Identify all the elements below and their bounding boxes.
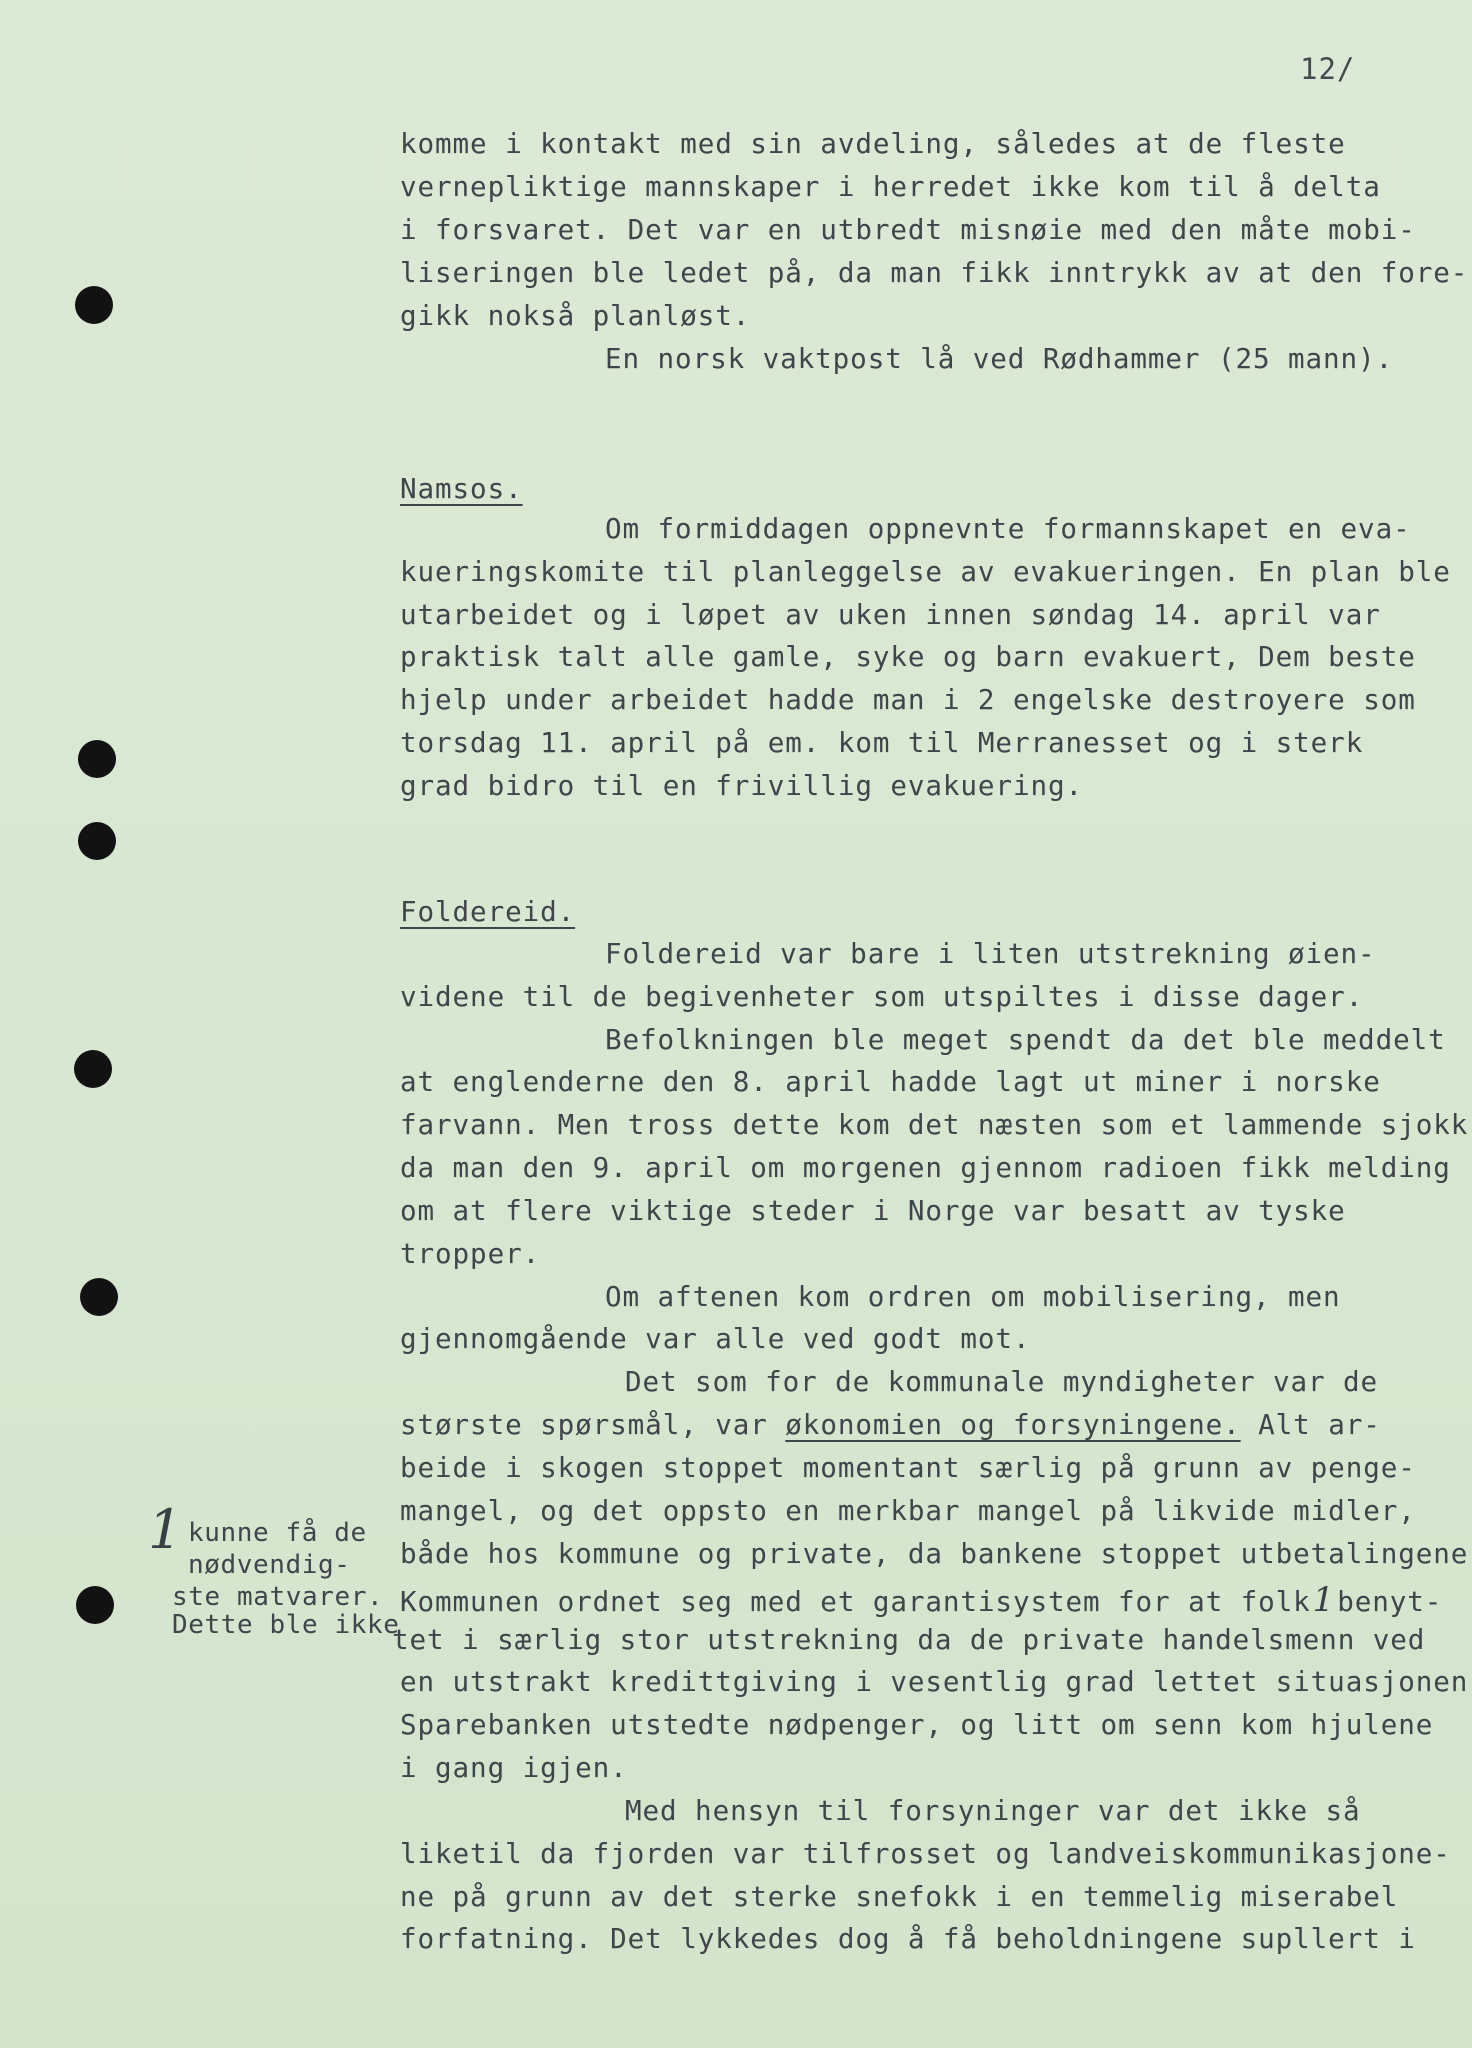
text-line: Befolkningen ble meget spendt da det ble meddelt xyxy=(605,1023,1446,1056)
text-line: gjennomgående var alle ved godt mot. xyxy=(400,1322,1031,1355)
text-line: kueringskomite til planleggelse av evakueringen. En plan ble xyxy=(400,555,1451,588)
text-line: farvann. Men tross dette kom det næsten som et lammende sjokk xyxy=(400,1108,1469,1141)
text-line: ne på grunn av det sterke snefokk i en temmelig miserabel xyxy=(400,1880,1399,1913)
text-line: Sparebanken utstedte nødpenger, og litt om senn kom hjulene xyxy=(400,1708,1434,1741)
text-line: vernepliktige mannskaper i herredet ikke kom til å delta xyxy=(400,170,1381,203)
text-line: komme i kontakt med sin avdeling, således at de fleste xyxy=(400,127,1346,160)
text-line: at englenderne den 8. april hadde lagt ut miner i norske xyxy=(400,1065,1381,1098)
text-line: en utstrakt kredittgiving i vesentlig grad lettet situasjonen xyxy=(400,1665,1469,1698)
margin-note-line: ste matvarer. xyxy=(172,1582,384,1612)
text-line: i forsvaret. Det var en utbredt misnøie med den måte mobi- xyxy=(400,213,1416,246)
text-line: Foldereid var bare i liten utstrekning øien- xyxy=(605,937,1376,970)
text-line-part: største spørsmål, var xyxy=(400,1408,768,1441)
text-line: mangel, og det oppsto en merkbar mangel på likvide midler, xyxy=(400,1494,1416,1527)
punch-hole-1 xyxy=(75,286,113,324)
text-line: om at flere viktige steder i Norge var besatt av tyske xyxy=(400,1194,1346,1227)
handwritten-margin-mark: 1 xyxy=(148,1498,183,1561)
text-line xyxy=(400,1408,1381,1441)
text-line: Om formiddagen oppnevnte formannskapet en eva- xyxy=(605,512,1411,545)
text-line: beide i skogen stoppet momentant særlig på grunn av penge- xyxy=(400,1451,1416,1484)
text-line: da man den 9. april om morgenen gjennom radioen fikk melding xyxy=(400,1151,1451,1184)
margin-note-line: Dette ble ikke xyxy=(172,1610,400,1640)
punch-hole-2 xyxy=(78,740,116,778)
handwritten-insertion-mark: 1 xyxy=(1312,1580,1336,1620)
text-line: Det som for de kommunale myndigheter var de xyxy=(625,1365,1379,1398)
text-line: både hos kommune og private, da bankene stoppet utbetalingene xyxy=(400,1537,1469,1570)
text-line: torsdag 11. april på em. kom til Merranesset og i sterk xyxy=(400,726,1364,759)
text-line: praktisk talt alle gamle, syke og barn evakuert, Dem beste xyxy=(400,640,1416,673)
punch-hole-3 xyxy=(78,822,116,860)
text-line: tropper. xyxy=(400,1237,541,1270)
margin-note-line: nødvendig- xyxy=(188,1550,351,1580)
page-number: 12/ xyxy=(1300,52,1356,86)
text-line: hjelp under arbeidet hadde man i 2 engelske destroyere som xyxy=(400,683,1416,716)
text-line xyxy=(400,1580,1443,1620)
punch-hole-5 xyxy=(80,1278,118,1316)
text-line: En norsk vaktpost lå ved Rødhammer (25 mann). xyxy=(605,342,1394,375)
text-line: liseringen ble ledet på, da man fikk inntrykk av at den fore- xyxy=(400,256,1469,289)
text-line: grad bidro til en frivillig evakuering. xyxy=(400,769,1084,802)
section-heading-namsos: Namsos. xyxy=(400,472,523,505)
section-heading-foldereid: Foldereid. xyxy=(400,895,576,928)
text-line-part: Alt ar- xyxy=(1258,1408,1381,1441)
text-line-part: benyt- xyxy=(1337,1585,1443,1618)
text-line: forfatning. Det lykkedes dog å få beholdningene supllert i xyxy=(400,1922,1416,1955)
text-line: Med hensyn til forsyninger var det ikke så xyxy=(625,1794,1361,1827)
text-line: videne til de begivenheter som utspiltes i disse dager. xyxy=(400,980,1364,1013)
text-line: tet i særlig stor utstrekning da de private handelsmenn ved xyxy=(392,1623,1426,1656)
underlined-phrase: økonomien og forsyningene. xyxy=(785,1408,1241,1441)
punch-hole-4 xyxy=(74,1050,112,1088)
text-line: gikk nokså planløst. xyxy=(400,299,751,332)
text-line: i gang igjen. xyxy=(400,1751,628,1784)
text-line: Om aftenen kom ordren om mobilisering, men xyxy=(605,1280,1341,1313)
text-line-part: Kommunen ordnet seg med et garantisystem for at folk xyxy=(400,1585,1311,1618)
text-line: utarbeidet og i løpet av uken innen søndag 14. april var xyxy=(400,598,1381,631)
punch-hole-6 xyxy=(76,1586,114,1624)
text-line: liketil da fjorden var tilfrosset og landveiskommunikasjone- xyxy=(400,1837,1451,1870)
margin-note-line: kunne få de xyxy=(188,1518,367,1548)
